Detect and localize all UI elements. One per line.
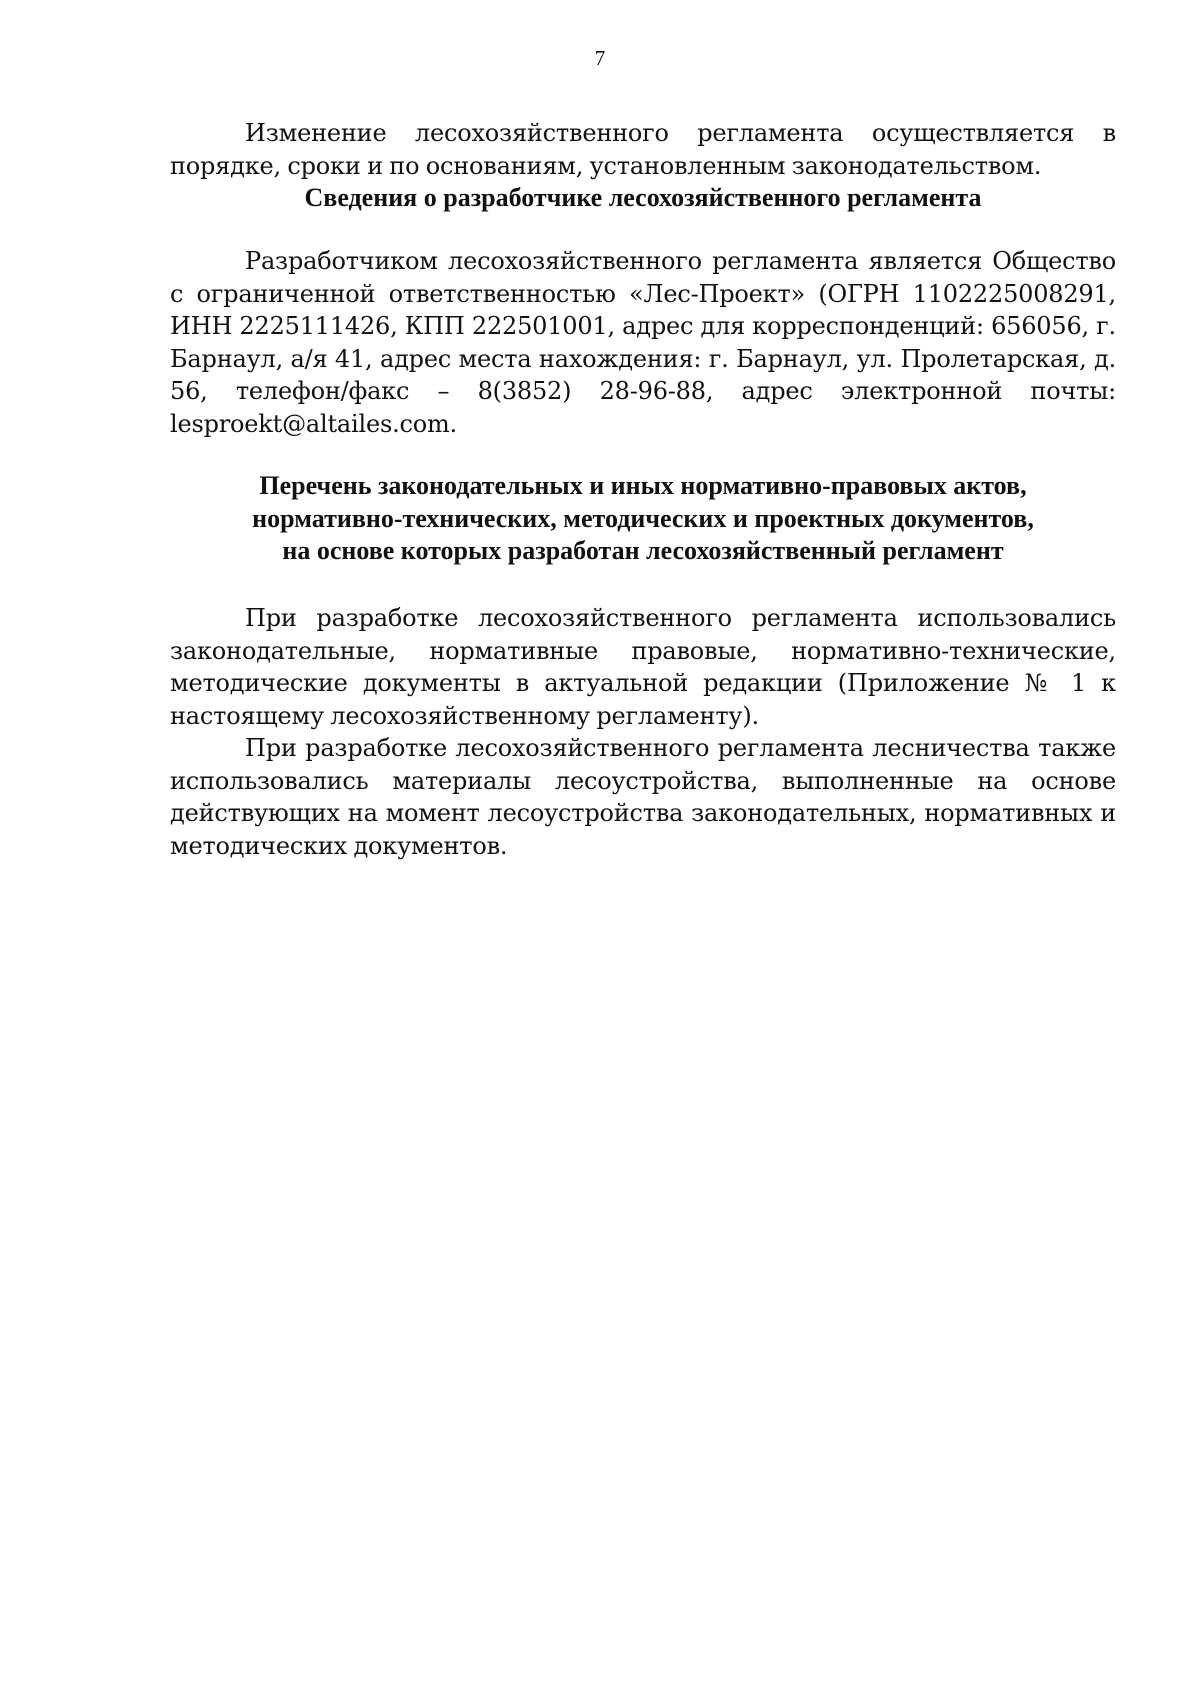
intro-paragraph: Изменение лесохозяйственного регламента осуществляется в порядке, сроки и по основаниям, установленным законодательством.: [170, 119, 1116, 180]
documents-heading-line-2: нормативно-технических, методических и проектных документов,: [252, 503, 1034, 533]
documents-paragraph-1: При разработке лесохозяйственного регламента использовались законодательные, нормативные правовые, нормативно-технические, методические документы в актуальной редакции (Приложение № 1 к настоящему лесохозяйственному регламенту).: [170, 604, 1116, 730]
intro-section: [170, 117, 1116, 215]
documents-section: [170, 602, 1116, 862]
developer-paragraph: Разработчиком лесохозяйственного регламента является Общество с ограниченной ответственностью «Лес-Проект» (ОГРН 1102225008291, ИНН 2225111426, КПП 222501001, адрес для корреспонденций: 656056, г. Барнаул, а/я 41, адрес места нахождения: г. Барнаул, ул. Пролетарская, д. 56, телефон/факс – 8(3852) 28-96-88, адрес электронной почты: lesproekt@altailes.com.: [170, 247, 1116, 438]
documents-heading-line-1: Перечень законодательных и иных нормативно-правовых актов,: [259, 471, 1027, 500]
documents-paragraph-2: При разработке лесохозяйственного регламента лесничества также использовались материалы лесоустройства, выполненные на основе действующих на момент лесоустройства законодательных, нормативных и методических документов.: [170, 734, 1116, 860]
developer-heading: Сведения о разработчике лесохозяйственного регламента: [304, 183, 982, 212]
page-number: 7: [594, 46, 606, 70]
documents-heading-line-3: на основе которых разработан лесохозяйственный регламент: [282, 536, 1004, 565]
developer-section: [170, 245, 1116, 440]
documents-heading: [170, 470, 1116, 568]
